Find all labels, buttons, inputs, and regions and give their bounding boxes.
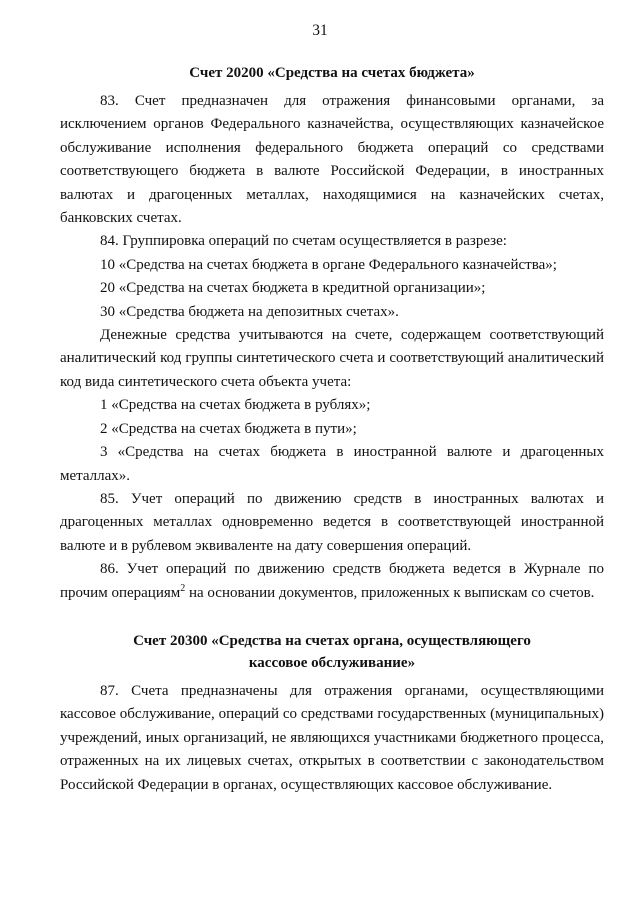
kind-item-3: 3 «Средства на счетах бюджета в иностранной валюте и драгоценных металлах».: [60, 444, 604, 484]
kind-item-2: 2 «Средства на счетах бюджета в пути»;: [100, 420, 357, 437]
section-20300-title-line1: Счет 20300 «Средства на счетах органа, осуществляющего: [133, 632, 531, 649]
paragraph-83: 83. Счет предназначен для отражения финансовыми органами, за исключением органов Федерального казначейства, осуществляющих казначейское обслуживание исполнения федерального бюджета операций со средствами соответствующего бюджета в валюте Российской Федерации, в иностранных валютах и драгоценных металлах, находящимися на казначейских счетах, банковских счетах.: [60, 93, 604, 227]
footnote-ref-2: 2: [180, 582, 186, 594]
section-20200-title: Счет 20200 «Средства на счетах бюджета»: [189, 65, 475, 81]
paragraph-86: [60, 558, 604, 605]
paragraph-86-text: 86. Учет операций по движению средств бюджета ведется в Журнале по прочим операциям: [60, 561, 604, 601]
section-20300-title: [60, 630, 604, 674]
group-item-10: 10 «Средства на счетах бюджета в органе Федерального казначейства»;: [100, 256, 557, 273]
paragraph-84: 84. Группировка операций по счетам осуществляется в разрезе:: [100, 233, 507, 250]
paragraph-87: 87. Счета предназначены для отражения органами, осуществляющими кассовое обслуживание, операций со средствами государственных (муниципальных) учреждений, иных организаций, не являющихся участниками бюджетного процесса, отраженных на их лицевых счетах, открытых в соответствии с законодательством Российской Федерации в органах, осуществляющих кассовое обслуживание.: [60, 682, 604, 793]
paragraph-85: 85. Учет операций по движению средств в иностранных валютах и драгоценных металлах одновременно ведется в соответствующей иностранной валюте и в рублевом эквиваленте на дату совершения операций.: [60, 490, 604, 554]
page-number: 31: [312, 22, 328, 39]
document-body: [60, 62, 604, 797]
group-item-20: 20 «Средства на счетах бюджета в кредитной организации»;: [100, 280, 486, 297]
section-20300-title-line2: кассовое обслуживание»: [248, 654, 416, 671]
paragraph-86-text-tail: на основании документов, приложенных к выпискам со счетов.: [185, 584, 595, 601]
paragraph-money-accounting: Денежные средства учитываются на счете, содержащем соответствующий аналитический код группы синтетического счета и соответствующий аналитический код вида синтетического счета объекта учета:: [60, 327, 604, 390]
group-item-30: 30 «Средства бюджета на депозитных счетах».: [100, 303, 399, 320]
kind-item-1: 1 «Средства на счетах бюджета в рублях»;: [100, 397, 371, 414]
